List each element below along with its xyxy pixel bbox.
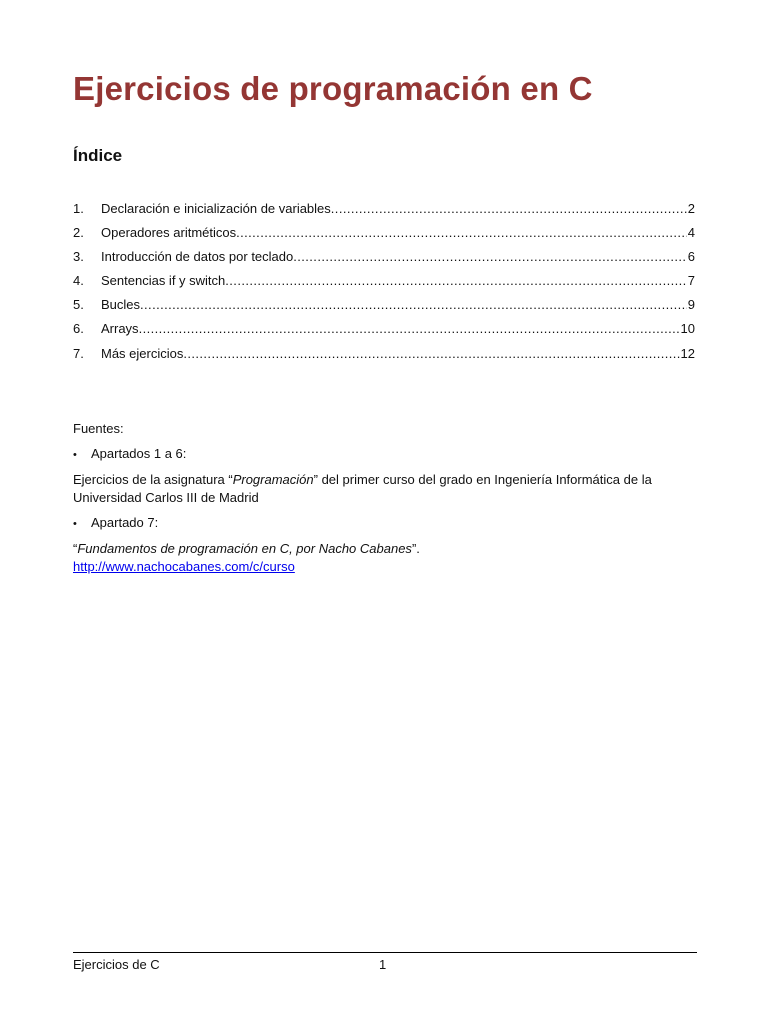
toc-heading: Índice [73, 146, 123, 165]
quote-close: ”. [411, 541, 420, 556]
toc-entry-5[interactable] [73, 297, 695, 321]
toc-entry-number: 3. [73, 249, 84, 265]
toc-entry-page: 2 [687, 201, 695, 216]
footer-title: Ejercicios de C [73, 957, 160, 972]
text-after: ” del primer curso del grado en Ingeniería Informática de la Universidad Carlos III de Madrid [73, 472, 652, 505]
book-title: Fundamentos de programación en C, por Nacho Cabanes [77, 541, 412, 556]
toc-dot-leader [293, 249, 687, 264]
bullet-icon: • [73, 518, 77, 530]
toc-dot-leader [139, 321, 680, 336]
toc-dot-leader [331, 201, 687, 216]
source-link[interactable]: http://www.nachocabanes.com/c/curso [73, 559, 295, 574]
toc-entry-page: 9 [687, 297, 695, 313]
footer-page-number: 1 [379, 957, 387, 972]
toc-dot-leader [140, 297, 687, 312]
sources-item-heading: Apartado 7: [91, 515, 159, 530]
sources-bullet-item [73, 445, 695, 464]
quote-open: “ [73, 541, 78, 556]
text-before: Ejercicios de la asignatura “ [73, 472, 233, 487]
toc-entry-3[interactable] [73, 249, 695, 273]
toc-entry-title: Más ejercicios [101, 345, 184, 361]
toc-entry-title: Operadores aritméticos [101, 225, 237, 241]
toc-entry-number: 7. [73, 345, 84, 361]
sources-label: Fuentes: [73, 421, 124, 436]
source-link-line [73, 558, 695, 576]
toc-dot-leader [225, 273, 686, 288]
toc-dot-leader [236, 225, 687, 240]
toc-entry-title: Sentencias if y switch [101, 273, 226, 289]
toc-entry-number: 4. [73, 273, 84, 289]
toc-entry-6[interactable] [73, 321, 695, 345]
document-page [73, 0, 697, 1024]
toc-entry-title: Declaración e inicialización de variables [101, 201, 331, 216]
toc-entry-title: Introducción de datos por teclado [101, 249, 294, 265]
document-title: Ejercicios de programación en C [73, 70, 593, 107]
toc-entry-page: 4 [687, 225, 695, 241]
sources-section [73, 420, 695, 576]
toc-entry-page: 6 [687, 249, 695, 265]
toc-entry-7[interactable] [73, 346, 695, 370]
toc-dot-leader [183, 346, 679, 361]
sources-bullet-item [73, 514, 695, 533]
toc-entry-title: Bucles [101, 297, 141, 313]
sources-item-text [73, 540, 695, 558]
toc-entry-1[interactable] [73, 201, 695, 225]
bullet-icon: • [73, 449, 77, 461]
toc-entry-number: 6. [73, 321, 84, 337]
course-name: Programación [232, 472, 314, 487]
sources-item-text [73, 471, 695, 507]
sources-item-heading: Apartados 1 a 6: [91, 446, 187, 461]
footer-divider [73, 952, 697, 953]
toc-entry-number: 2. [73, 225, 84, 241]
table-of-contents [73, 201, 695, 370]
toc-entry-page: 12 [680, 345, 695, 361]
toc-entry-number: 5. [73, 297, 84, 313]
toc-entry-number: 1. [73, 201, 84, 216]
toc-entry-page: 7 [687, 273, 695, 289]
toc-entry-title: Arrays [101, 321, 139, 337]
toc-entry-2[interactable] [73, 225, 695, 249]
toc-entry-4[interactable] [73, 273, 695, 297]
toc-entry-page: 10 [680, 321, 695, 337]
